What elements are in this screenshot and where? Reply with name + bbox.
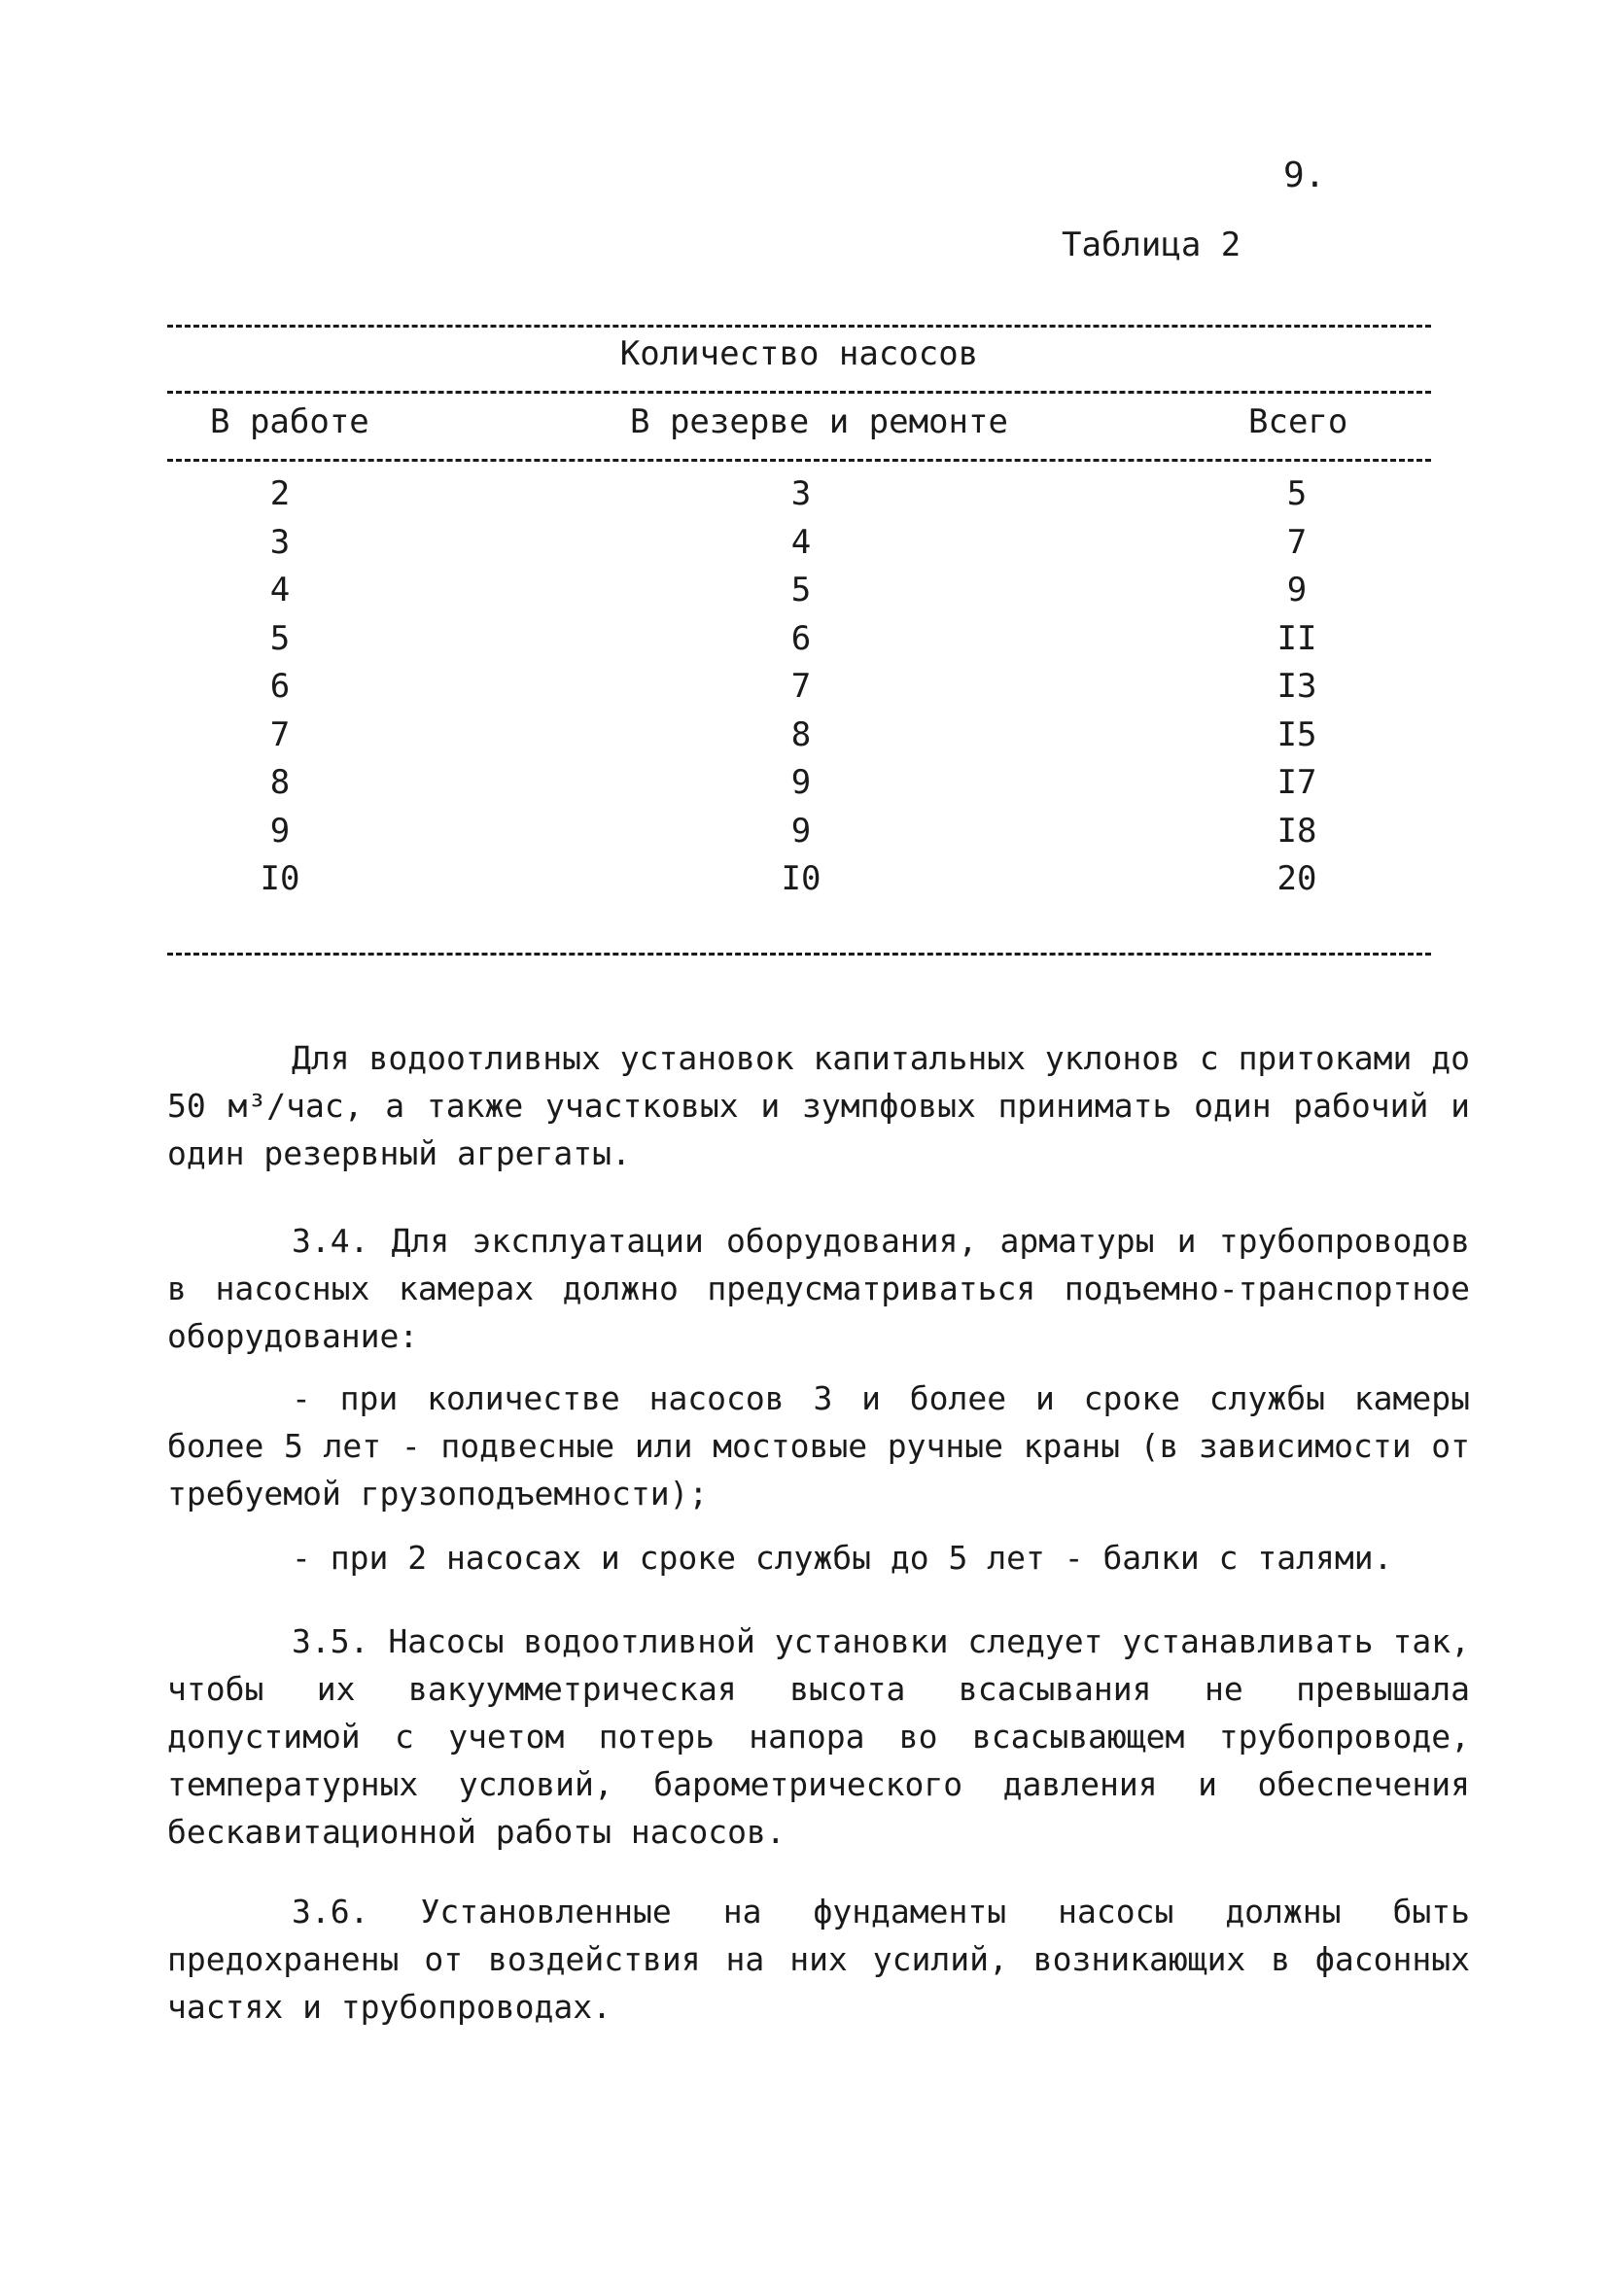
table-row	[167, 571, 1431, 619]
table-bottom-rule	[167, 953, 1431, 956]
table-group-rule	[167, 391, 1431, 394]
table-top-rule	[167, 325, 1431, 328]
cell-in-work: I0	[260, 859, 300, 898]
cell-reserve: 9	[790, 763, 812, 802]
table-row	[167, 474, 1431, 523]
cell-total: I3	[1276, 667, 1317, 706]
cell-total: II	[1276, 618, 1317, 658]
paragraph-capital-slopes: Для водоотливных установок капитальных уклонов с притоками до 50 м³/час, а также участковых и зумпфовых принимать один рабочий и один резервный агрегаты.	[167, 1039, 1470, 1172]
table-caption: Таблица 2	[1062, 226, 1241, 264]
table-row	[167, 859, 1431, 908]
cell-in-work: 5	[269, 618, 291, 658]
cell-total: 20	[1276, 859, 1317, 898]
cell-total: 7	[1286, 522, 1308, 562]
cell-total: 5	[1286, 474, 1308, 513]
paragraph-beams: - при 2 насосах и сроке службы до 5 лет - балки с талями.	[292, 1539, 1393, 1577]
column-header-reserve-repair: В резерве и ремонте	[630, 402, 1008, 441]
cell-in-work: 2	[269, 474, 291, 513]
column-header-total: Всего	[1248, 402, 1348, 441]
table-row	[167, 812, 1431, 860]
paragraph-3-4: 3.4. Для эксплуатации оборудования, арматуры и трубопроводов в насосных камерах должно предусматриваться подъемно-транспортное оборудование:	[167, 1222, 1470, 1355]
cell-reserve: 6	[790, 618, 812, 658]
table-body	[167, 474, 1431, 908]
table-header-rule	[167, 459, 1431, 462]
page-number: 9.	[1283, 156, 1326, 195]
cell-in-work: 4	[269, 571, 291, 609]
cell-total: I5	[1276, 714, 1317, 754]
column-header-in-work: В работе	[210, 402, 369, 441]
cell-total: I7	[1276, 763, 1317, 802]
cell-in-work: 8	[269, 763, 291, 802]
cell-reserve: 4	[790, 522, 812, 562]
cell-reserve: 9	[790, 811, 812, 851]
table-row	[167, 619, 1431, 668]
cell-total: 9	[1286, 571, 1308, 609]
cell-reserve: 3	[790, 474, 812, 513]
cell-total: I8	[1276, 811, 1317, 851]
paragraph-cranes: - при количестве насосов 3 и более и сроке службы камеры более 5 лет - подвесные или мостовые ручные краны (в зависимости от требуемой грузоподъемности);	[167, 1379, 1470, 1513]
table-row	[167, 715, 1431, 764]
cell-reserve: I0	[781, 859, 821, 898]
cell-reserve: 5	[790, 571, 812, 609]
table-row	[167, 763, 1431, 812]
paragraph-3-5: 3.5. Насосы водоотливной установки следует устанавливать так, чтобы их вакуумметрическая высота всасывания не превышала допустимой с учетом потерь напора во всасывающем трубопроводе, температурных условий, барометрического давления и обеспечения бескавитационной работы насосов.	[167, 1622, 1470, 1851]
cell-reserve: 8	[790, 714, 812, 754]
cell-in-work: 7	[269, 714, 291, 754]
cell-reserve: 7	[790, 667, 812, 706]
table-row	[167, 523, 1431, 572]
table-row	[167, 667, 1431, 715]
cell-in-work: 6	[269, 667, 291, 706]
cell-in-work: 9	[269, 811, 291, 851]
table-group-header: Количество насосов	[619, 334, 979, 373]
cell-in-work: 3	[269, 522, 291, 562]
paragraph-3-6: 3.6. Установленные на фундаменты насосы должны быть предохранены от воздействия на них усилий, возникающих в фасонных частях и трубопроводах.	[167, 1893, 1470, 2026]
